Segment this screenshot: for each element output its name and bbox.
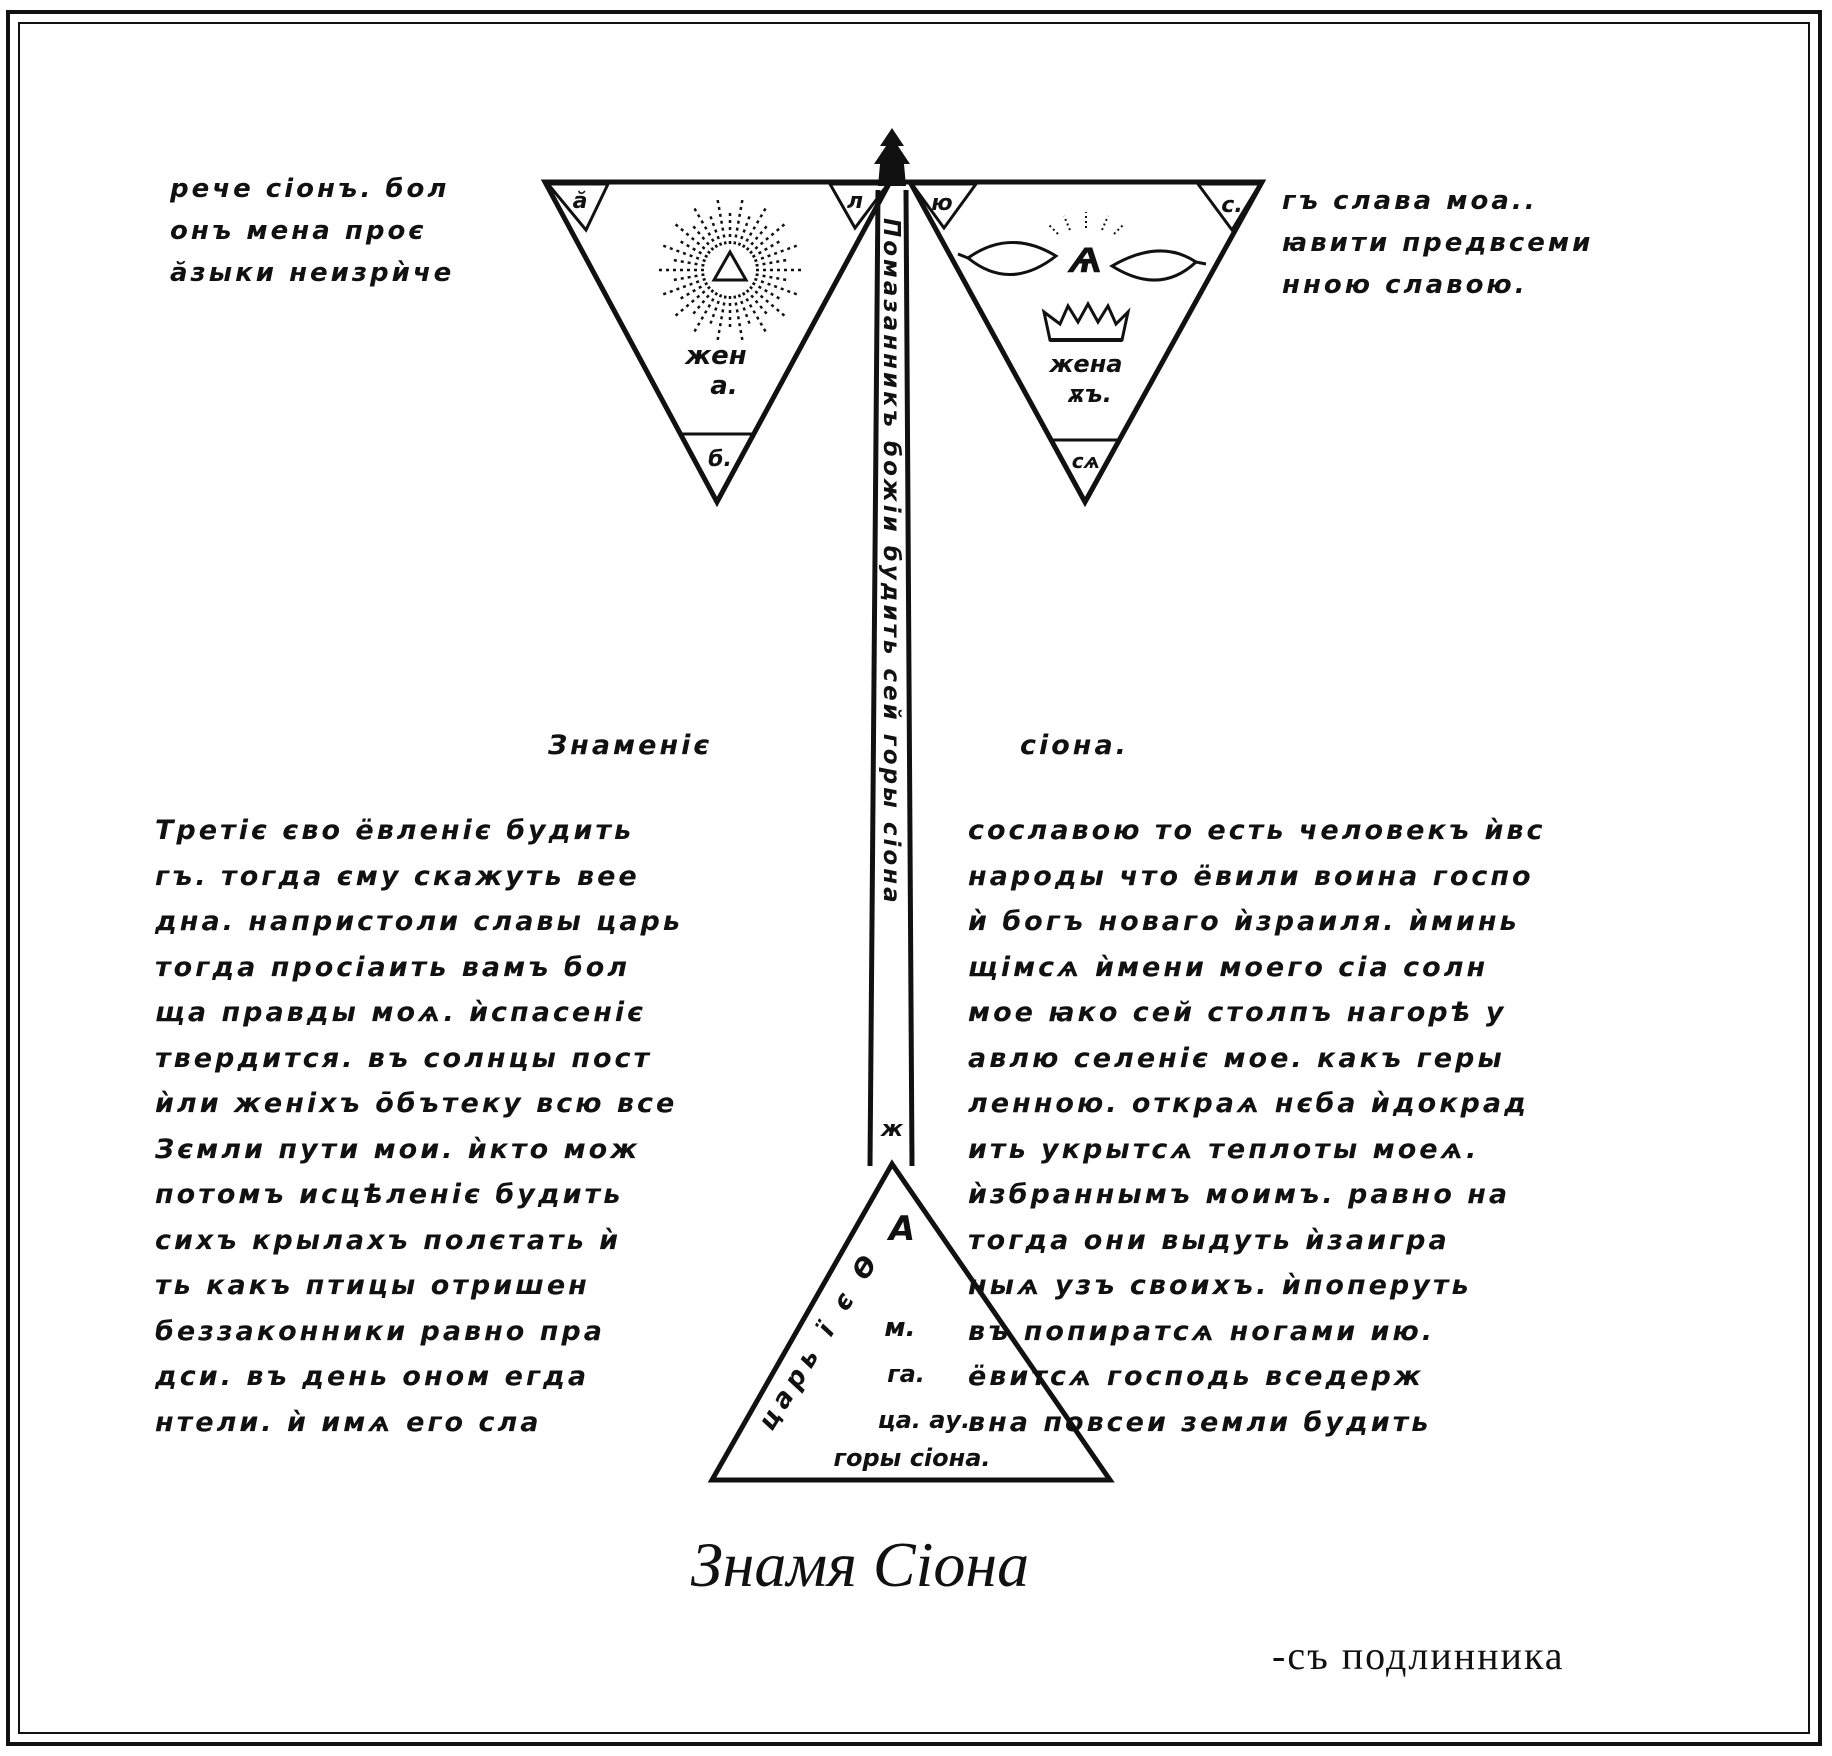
pillar [870,190,912,1166]
right-triangle-label-1: жена [1049,350,1123,378]
body-right-line: мое ꙗко сей столпъ нагорѣ у [968,997,1507,1028]
top-finial [874,128,910,187]
left-triangle-corner-tl: ӑ [572,189,588,214]
sun-ray [710,294,721,324]
body-left-line: гъ. тогда єму скажуть вее [155,860,640,892]
body-left-line: нтели. ѝ имѧ его сла [155,1406,542,1438]
sun-ray [739,294,750,324]
sun-ray [756,275,788,281]
body-right-line: ѝзбраннымъ моимъ. равно на [968,1179,1511,1210]
body-right-line: тогда они выдуть ѝзаигра [968,1224,1450,1256]
body-right-line: вна повсеи земли будить [968,1406,1432,1438]
bottom-triangle-line-4: горы сiона. [833,1444,991,1472]
body-right-line: ить укрытсѧ теплоты моеѧ. [968,1133,1480,1165]
corner-left-line-3: ӑзыки неизрѝче [170,258,455,288]
bottom-triangle-top-letter: А [888,1209,916,1249]
body-right-line: ныѧ узъ своихъ. ѝпоперуть [968,1270,1472,1301]
body-left-line: дна. напристоли славы царь [155,906,683,937]
sun-ray [673,260,705,266]
body-right-line: ѝ богъ новаго ѝзраиля. ѝминь [968,906,1520,937]
body-right-column [968,808,1545,1445]
sun-ray [743,206,767,248]
heading-right: сiона. [1020,730,1129,761]
corner-text-right [1282,180,1593,306]
top-letter: А [885,166,899,187]
body-left-line: дси. въ день оном егда [155,1361,590,1392]
body-right-line: ёвитсѧ господь вседерж [968,1361,1424,1392]
right-triangle-center-letter: Ѧ [1069,241,1103,281]
body-right-line: сославою то есть человекъ ѝвс [968,815,1546,846]
body-right-line: въ попиратсѧ ногами ию. [968,1315,1435,1347]
crown-icon [1044,304,1128,340]
sun-ray [693,293,717,335]
sun-ray [673,275,705,281]
pillar-inscription: Помазанникъ божiи будить сей горы сiона [878,218,904,906]
body-right-line: ленною. откраѧ нєба ѝдокрад [968,1088,1529,1119]
source-note: -съ подлинника [1272,1633,1565,1678]
body-left-column [155,808,683,1445]
body-left-line: сихъ крылахъ полєтать ѝ [155,1224,622,1256]
body-left-line: твердится. въ солнцы пост [155,1042,653,1074]
left-triangle-corner-tr: л [846,189,864,214]
small-rays-icon [1048,212,1124,234]
body-left-line: Зємли пути мои. ѝкто мож [155,1133,641,1165]
left-triangle-label-2: а. [710,371,738,401]
body-right-line: народы что ёвили воина госпо [968,860,1534,892]
sun-ray [693,206,717,248]
left-triangle-corner-bottom: б. [708,447,732,472]
body-left-line: ѝли женiхъ ōбътеку всю все [155,1088,678,1119]
body-left-line: тогда просiаить вамъ бол [155,951,631,983]
right-triangle-label-2: ѫъ. [1068,380,1112,408]
sun-ray [756,260,788,266]
corner-right-line-3: нною славою. [1282,270,1528,300]
right-eye-icon [1112,251,1196,280]
right-triangle [910,182,1262,502]
pillar-bottom-letter: ж [881,1117,903,1142]
sun-ray [710,215,721,245]
corner-left-line-1: рече сiонъ. бол [170,174,450,204]
body-right-line: щiмсѧ ѝмени моего сiа солн [968,951,1489,983]
right-triangle-corner-bottom: сѧ [1071,449,1101,473]
body-left-line: ть какъ птицы отришен [155,1270,590,1301]
body-right-line: авлю селенiє мое. какъ геры [968,1042,1505,1074]
right-triangle-corner-tr: с. [1221,193,1243,218]
bottom-triangle-side-text: царь ї є Ѳ [752,1245,887,1436]
corner-right-line-1: гъ слава моа.. [1282,186,1538,216]
radiant-triangle-icon [656,197,804,343]
bottom-triangle-line-1: м. [884,1313,916,1343]
sun-ray [743,293,767,335]
left-triangle-label-1: жен [685,341,747,371]
bottom-triangle-line-2: га. [887,1360,925,1388]
corner-left-line-2: онъ мена проє [170,216,427,246]
corner-text-left [170,168,454,294]
body-left-line: беззаконники равно пра [155,1315,605,1347]
caption-title: Знамя Сiона [690,1529,1030,1600]
body-left-line: потомъ исцѣленiє будить [155,1179,624,1210]
left-triangle [545,182,890,502]
left-eye-icon [968,242,1056,274]
bottom-triangle-line-3: ца. ау. [877,1406,971,1434]
corner-right-line-2: ꙗвити предвсеми [1282,228,1594,258]
body-left-line: ща правды моѧ. ѝспасенiє [155,997,647,1028]
body-left-line: Третiє єво ёвленiє будить [155,815,635,846]
sun-ray [739,215,750,245]
right-triangle-corner-tl: ю [931,191,953,216]
heading-left: Знаменiє [548,730,713,761]
